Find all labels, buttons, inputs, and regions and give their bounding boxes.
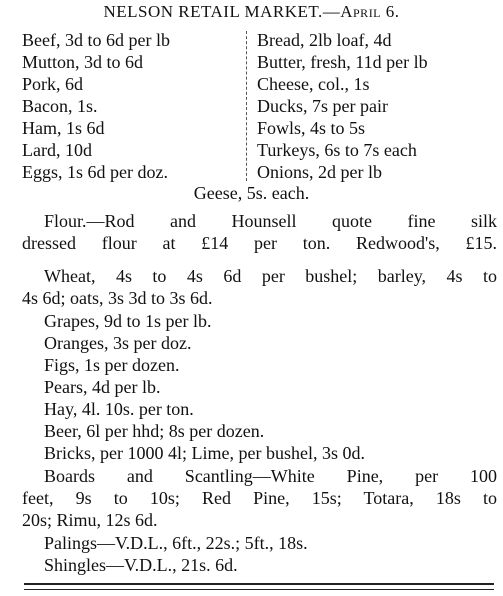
grain-line-1: Wheat, 4s to 4s 6d per bushel; barley, 4s to	[44, 266, 497, 286]
page-title	[0, 2, 503, 22]
grain-line-2: 4s 6d; oats, 3s 3d to 3s 6d.	[22, 288, 213, 308]
list-item: Grapes, 9d to 1s per lb.	[44, 311, 212, 331]
price-column-left	[22, 29, 246, 183]
bottom-rule-thin	[24, 589, 494, 590]
list-item: Figs, 1s per dozen.	[44, 355, 180, 375]
shingles-line: Shingles—V.D.L., 21s. 6d.	[44, 555, 238, 575]
boards-line-2: feet, 9s to 10s; Red Pine, 15s; Totara, 18s to	[22, 488, 497, 508]
price-item: Turkeys, 6s to 7s each	[257, 140, 417, 160]
price-item: Bread, 2lb loaf, 4d	[257, 30, 392, 50]
price-item: Pork, 6d	[22, 74, 84, 94]
palings-line: Palings—V.D.L., 6ft., 22s.; 5ft., 18s.	[44, 533, 308, 553]
price-item: Bacon, 1s.	[22, 96, 98, 116]
flour-line-1: Flour.—Rod and Hounsell quote fine silk	[44, 211, 497, 231]
price-item: Fowls, 4s to 5s	[257, 118, 366, 138]
price-item: Ducks, 7s per pair	[257, 96, 388, 116]
title-date: April 6.	[340, 2, 400, 21]
grain-paragraph	[22, 265, 497, 309]
list-item: Bricks, per 1000 4l; Lime, per bushel, 3s 0d.	[44, 443, 365, 463]
flour-line-2: dressed flour at £14 per ton. Redwood's, £15.	[22, 233, 497, 253]
closing-items	[22, 532, 497, 576]
price-item: Onions, 2d per lb	[257, 162, 382, 182]
price-item: Mutton, 3d to 6d	[22, 52, 144, 72]
geese-line: Geese, 5s. each.	[193, 183, 310, 203]
items-list	[22, 310, 497, 464]
price-item: Beef, 3d to 6d per lb	[22, 30, 170, 50]
list-item: Pears, 4d per lb.	[44, 377, 161, 397]
price-item: Lard, 10d	[22, 140, 92, 160]
flour-paragraph	[22, 210, 497, 254]
price-table	[22, 29, 492, 185]
title-text: NELSON RETAIL MARKET.—	[103, 2, 341, 21]
price-item: Butter, fresh, 11d per lb	[257, 52, 428, 72]
boards-line-1: Boards and Scantling—White Pine, per 100	[44, 466, 497, 486]
boards-paragraph	[22, 465, 497, 531]
list-item: Beer, 6l per hhd; 8s per dozen.	[44, 421, 265, 441]
column-divider	[246, 31, 247, 181]
boards-line-3: 20s; Rimu, 12s 6d.	[22, 510, 158, 530]
price-item: Cheese, col., 1s	[257, 74, 370, 94]
price-column-right	[257, 29, 497, 183]
price-item: Eggs, 1s 6d per doz.	[22, 162, 168, 182]
list-item: Hay, 4l. 10s. per ton.	[44, 399, 194, 419]
price-item: Ham, 1s 6d	[22, 118, 105, 138]
bottom-rule	[24, 583, 494, 585]
list-item: Oranges, 3s per doz.	[44, 333, 192, 353]
